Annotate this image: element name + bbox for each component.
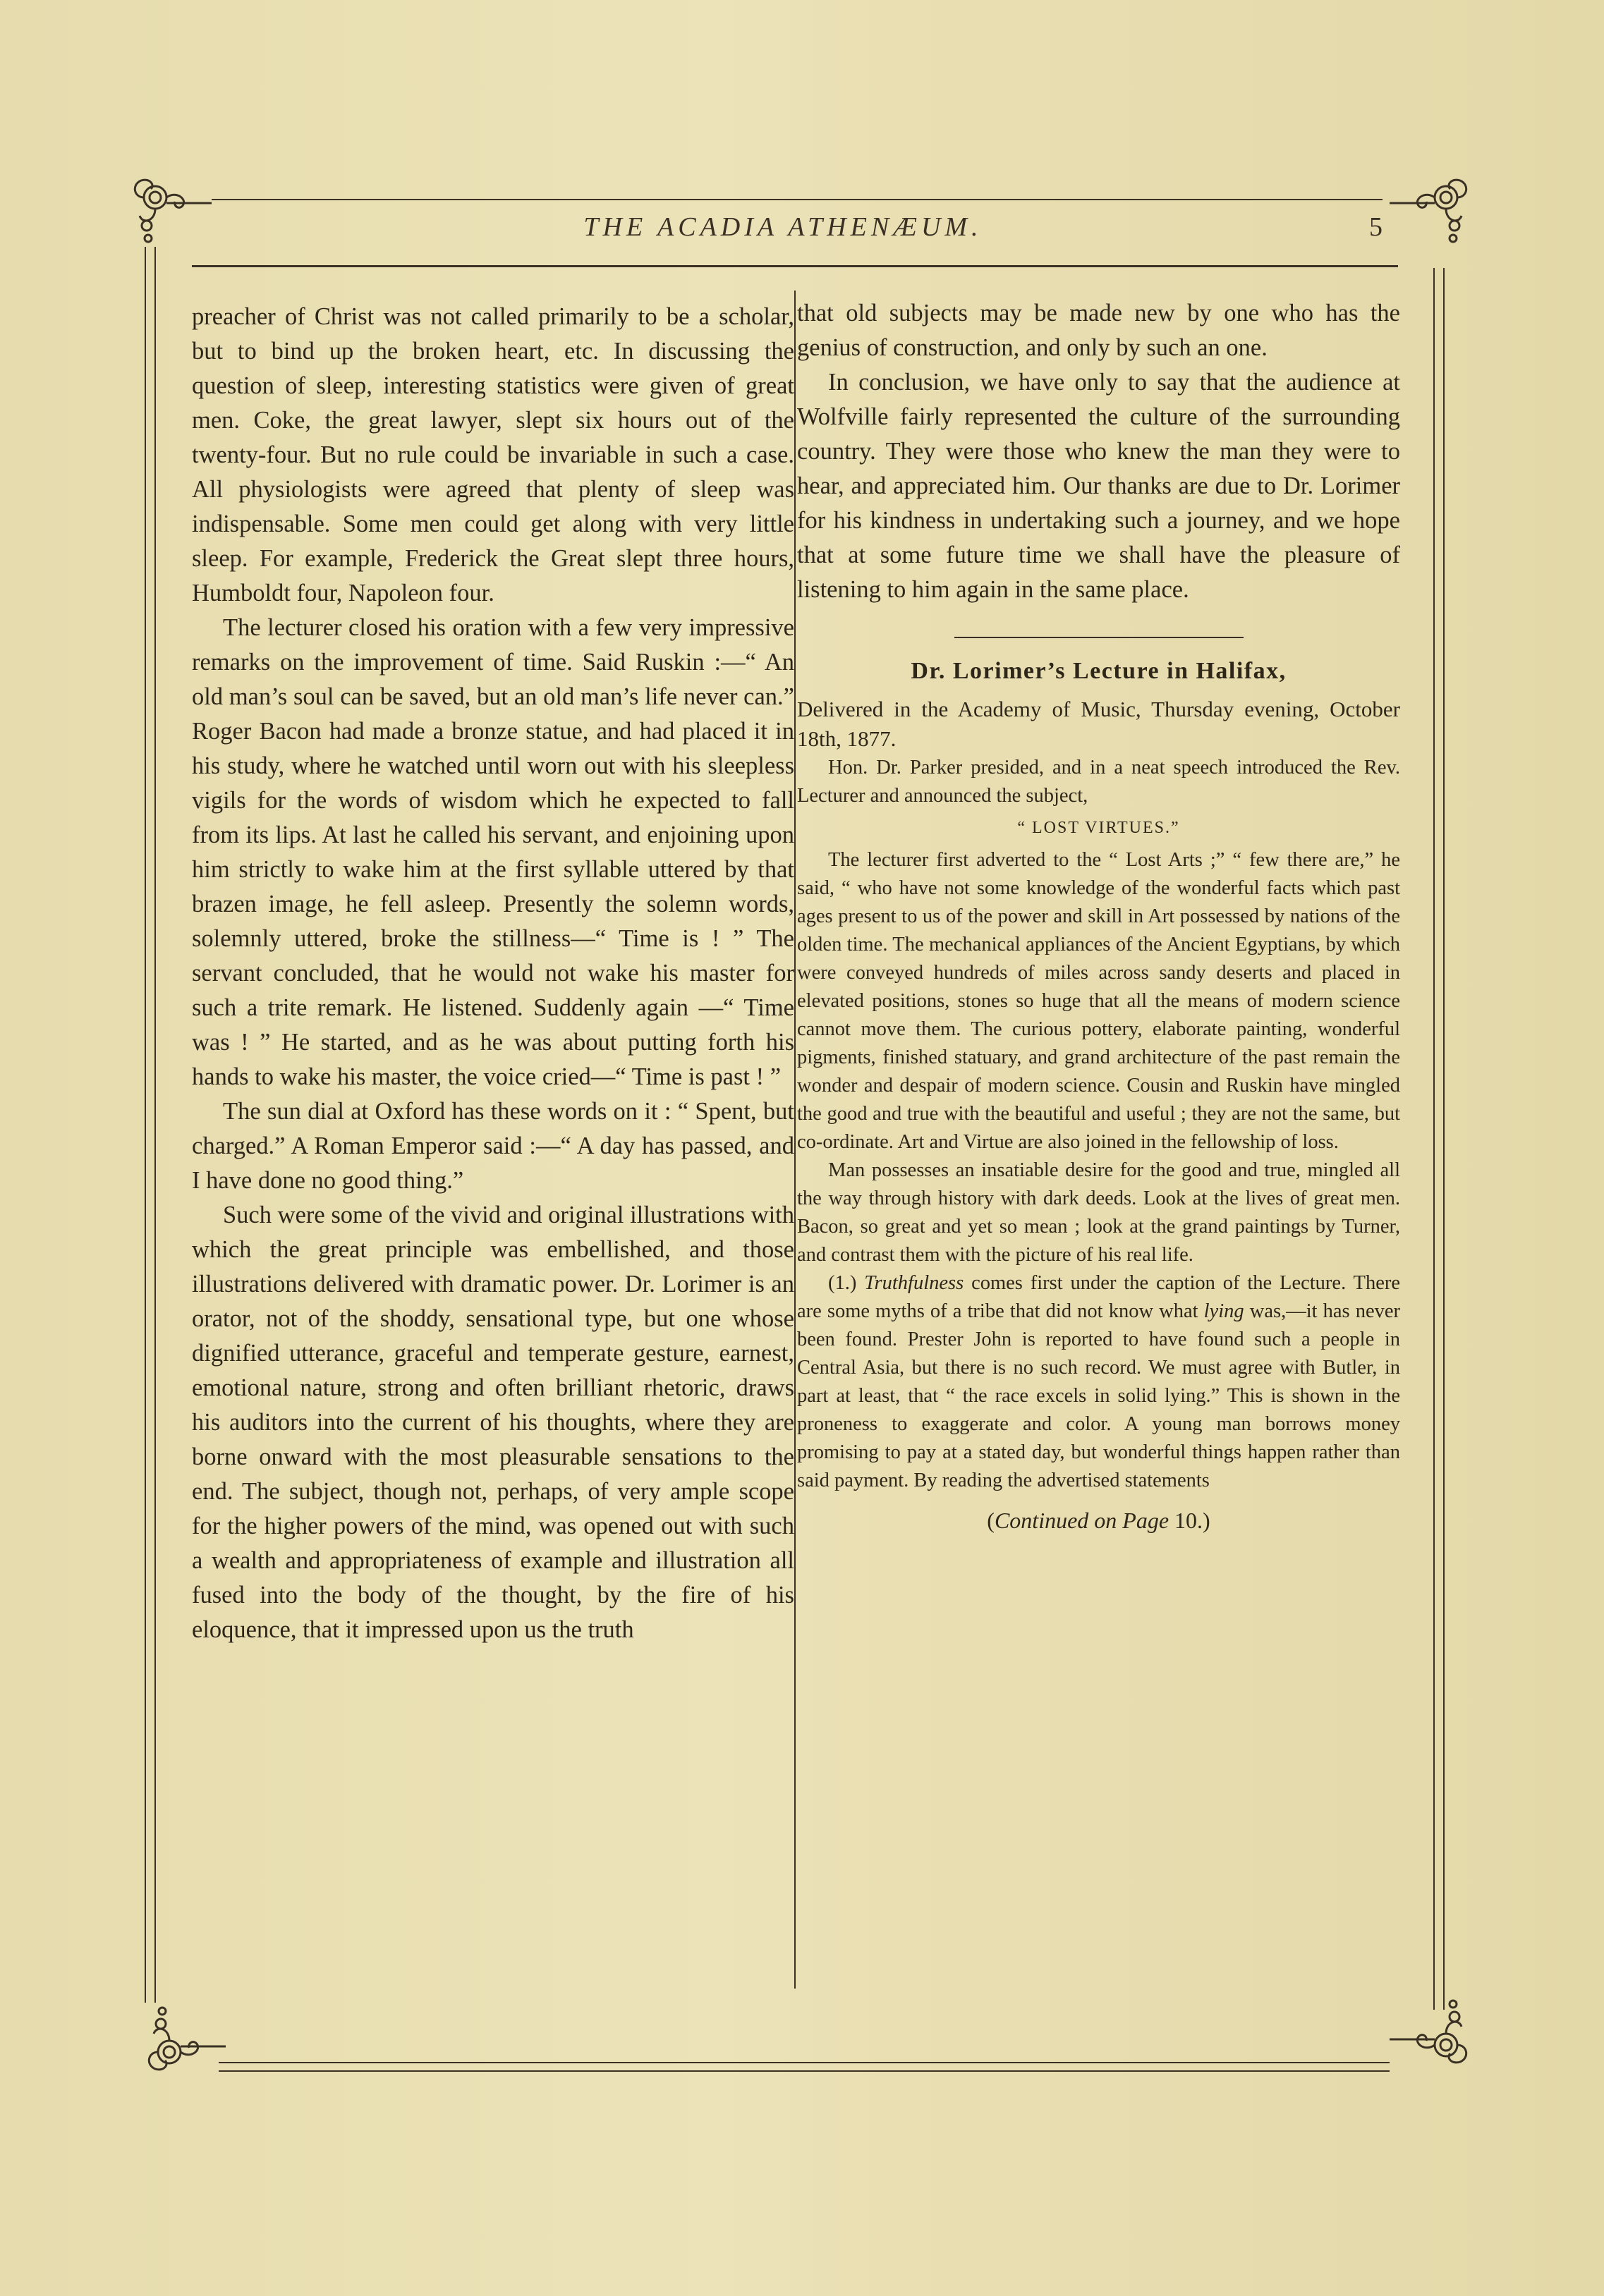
right-frame-rule-inner (1443, 268, 1445, 2010)
continued-note (797, 1508, 1400, 1534)
paragraph: In conclusion, we have only to say that the audience at Wolfville fairly represented the culture of the surrounding country. They were those who knew the man they were to hear, and appreciated him. Our thanks are due to Dr. Lorimer for his kindness in undertaking such a journey, and we hope that at some future time we shall have the pleasure of listening to him again in the same place. (797, 369, 1400, 603)
right-column (797, 296, 1400, 1534)
corner-ornament-bottom-right-icon (1383, 1996, 1474, 2073)
section-separator (954, 637, 1244, 638)
lecture-subject: “ LOST VIRTUES.” (1017, 819, 1180, 837)
section-number: (1.) (828, 1272, 857, 1294)
italic-word: lying (1203, 1300, 1244, 1322)
paragraph: Hon. Dr. Parker presided, and in a neat speech introduced the Rev. Lecturer and announced the subject, (797, 757, 1400, 807)
paragraph: Delivered in the Academy of Music, Thursday evening, October 18th, 1877. (797, 697, 1400, 751)
right-frame-rule (1433, 268, 1435, 2010)
left-frame-rule (145, 247, 146, 2003)
header-rule (192, 265, 1398, 267)
page-number: 5 (1369, 212, 1383, 242)
paragraph: that old subjects may be made new by one who has the genius of construction, and only by such an one. (797, 300, 1400, 361)
paren: ) (1203, 1508, 1210, 1533)
truthfulness-paragraph (797, 1269, 1400, 1495)
column-divider (794, 291, 796, 1989)
top-frame-rule (212, 199, 1383, 200)
corner-ornament-bottom-left-icon (141, 2003, 233, 2080)
paragraph: The sun dial at Oxford has these words on it : “ Spent, but charged.” A Roman Emperor said :—“ A day has passed, and I have done no good thing.” (192, 1098, 794, 1194)
section-term: Truthfulness (864, 1272, 964, 1294)
corner-ornament-top-left-icon (127, 169, 219, 247)
paragraph-text: comes first under the caption of the Lecture. There are some myths of a tribe that did not know what (797, 1272, 1400, 1322)
paragraph: The lecturer closed his oration with a few very impressive remarks on the improvement of time. Said Ruskin :—“ An old man’s soul can be saved, but an old man’s life never can.” Roger Bacon had made a bronze statue, and had placed it in his study, where he watched until worn out with his sleepless vigils for the words of wisdom which he expected to fall from its lips. At last he called his servant, and enjoining upon him strictly to wake him at the first syllable uttered by that brazen image, he fell asleep. Presently the solemn words, solemnly uttered, broke the stillness—“ Time is ! ” The servant concluded, that he would not wake his master for such a trite remark. He listened. Suddenly again —“ Time was ! ” He started, and as he was about putting forth his hands to wake his master, the voice cried—“ Time is past ! ” (192, 614, 794, 1090)
left-frame-rule-inner (154, 247, 156, 2003)
paragraph-text: was,—it has never been found. Prester John is reported to have found such a people in Central Asia, but there is no such record. We must agree with Butler, in part at least, that “ the race excels in solid lying.” This is shown in the proneness to exaggerate and color. A young man borrows money promising to pay at a stated day, but wonderful things happen rather than said payment. By reading the advertised statements (797, 1300, 1401, 1491)
left-column (192, 300, 794, 1647)
running-title: THE ACADIA ATHENÆUM. (583, 212, 983, 242)
article-title: Dr. Lorimer’s Lecture in Halifax, (911, 658, 1287, 684)
running-header (240, 212, 1397, 254)
bottom-frame-rule-inner (219, 2070, 1390, 2072)
bottom-frame-rule (219, 2062, 1390, 2063)
paragraph: The lecturer first adverted to the “ Lost Arts ;” “ few there are,” he said, “ who have not some knowledge of the wonderful facts which past ages present to us of the power and skill in Art possessed by nations of the olden time. The mechanical appliances of the Ancient Egyptians, by which were conveyed hundreds of miles across sandy deserts and placed in elevated positions, stones so huge that all the means of modern science cannot move them. The curious pottery, elaborate painting, wonderful pigments, finished statuary, and grand architecture of the past remain the wonder and despair of modern science. Cousin and Ruskin have mingled the good and true with the beautiful and useful ; they are not the same, but co-ordinate. Art and Virtue are also joined in the fellowship of loss. (797, 849, 1400, 1153)
paragraph: Such were some of the vivid and original illustrations with which the great principle was embellished, and those illustrations delivered with dramatic power. Dr. Lorimer is an orator, not of the shoddy, sensational type, but one whose dignified utterance, graceful and temperate gesture, earnest, emotional nature, strong and often brilliant rhetoric, draws his auditors into the current of his thoughts, where they are borne onward with the most pleasurable sensations to the end. The subject, though not, perhaps, of very ample scope for the higher powers of the mind, was opened out with such a wealth and appropriateness of example and illustration all fused into the body of the thought, by the fire of his eloquence, that it impressed upon us the truth (192, 1202, 794, 1643)
paren: ( (987, 1508, 995, 1533)
continued-label: Continued on Page (994, 1508, 1169, 1533)
paragraph: preacher of Christ was not called primarily to be a scholar, but to bind up the broken heart, etc. In discussing the question of sleep, interesting statistics were given of great men. Coke, the great lawyer, slept six hours out of the twenty-four. But no rule could be invariable in such a case. All physiologists were agreed that plenty of sleep was indispensable. Some men could get along with very little sleep. For example, Frederick the Great slept three hours, Humboldt four, Napoleon four. (192, 303, 794, 606)
paragraph: Man possesses an insatiable desire for the good and true, mingled all the way through history with dark deeds. Look at the lives of great men. Bacon, so great and yet so mean ; look at the grand paintings by Turner, and contrast them with the picture of his real life. (797, 1159, 1400, 1266)
continued-page: 10. (1174, 1508, 1203, 1533)
